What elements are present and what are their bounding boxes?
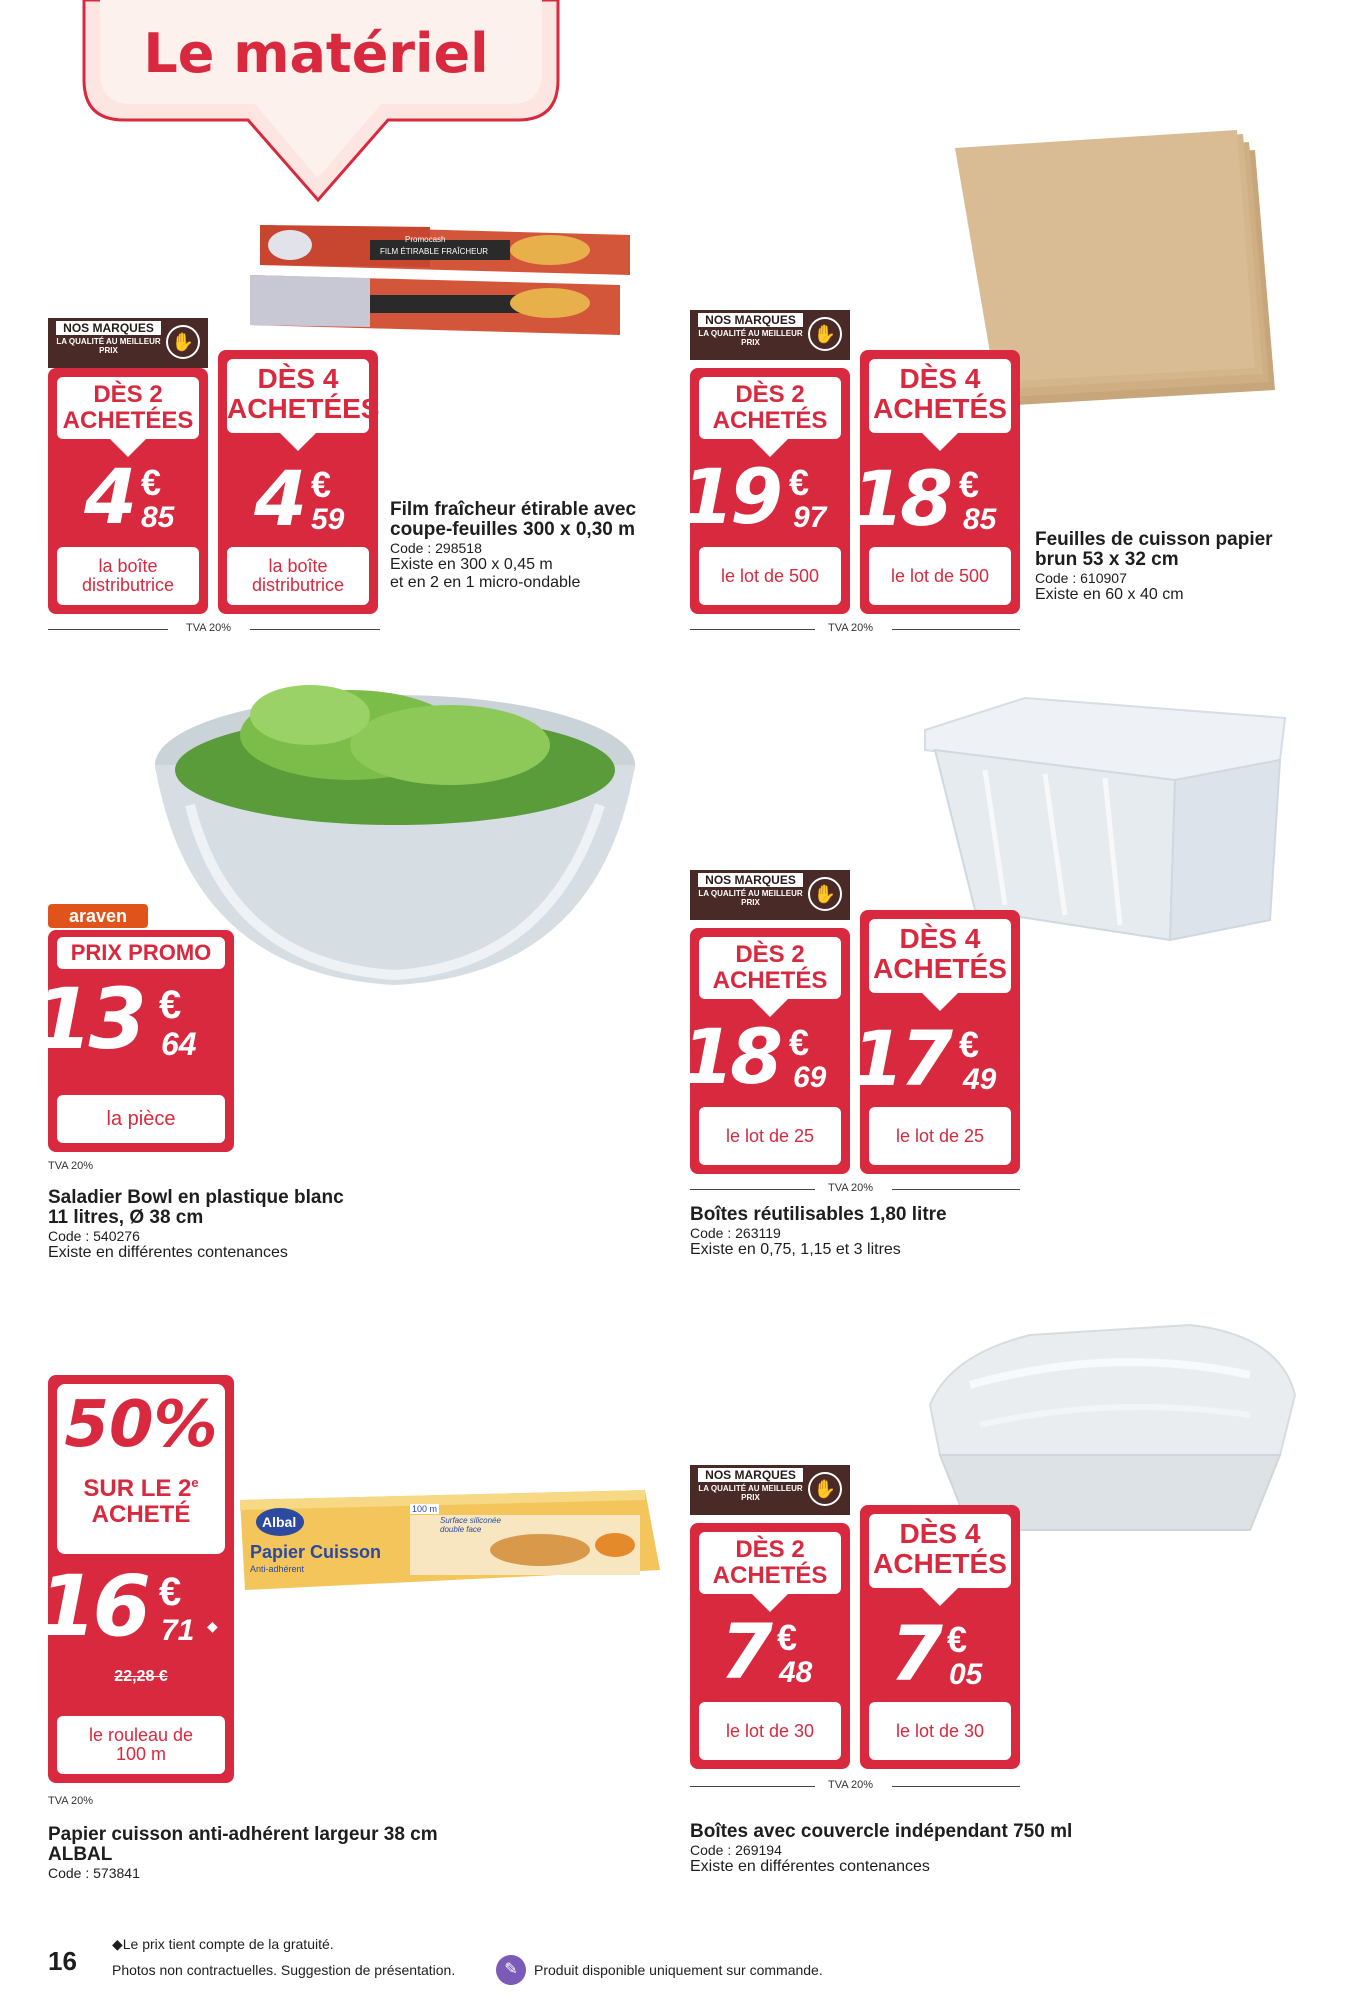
- price-box-header: [869, 359, 1011, 433]
- price: [681, 1012, 847, 1103]
- price: [863, 1609, 1017, 1700]
- price-box-boites-4: [851, 910, 1020, 1174]
- product-name: Feuilles de cuisson papier brun 53 x 32 cm: [1035, 529, 1273, 570]
- quantity-label: ACHETÉS: [712, 1562, 828, 1589]
- price-decimal: 71: [161, 1614, 195, 1647]
- product-variant: Existe en différentes contenances: [48, 1244, 288, 1261]
- unit-label: le lot de 25: [699, 1107, 841, 1165]
- divider: [892, 629, 1020, 630]
- footer-note-gratuite: ◆Le prix tient compte de la gratuité.: [112, 1936, 334, 1952]
- price-box-papier: [38, 1375, 234, 1783]
- product-code: Code : 573841: [48, 1865, 140, 1881]
- price-decimal: 85: [963, 503, 997, 536]
- page-title: Le matériel: [143, 22, 489, 85]
- tva-label: TVA 20%: [48, 1160, 94, 1172]
- unit-label: la pièce: [57, 1095, 225, 1143]
- price: [851, 454, 1017, 545]
- price-integer: 13: [34, 970, 143, 1068]
- product-code: Code : 263119: [690, 1225, 781, 1241]
- hand-icon: ✋: [166, 325, 200, 359]
- albal-brand: Albal: [262, 1514, 297, 1530]
- promo-label: PRIX PROMO: [57, 937, 225, 969]
- product-variant: Existe en 0,75, 1,15 et 3 litres: [690, 1241, 901, 1258]
- price-integer: 4: [254, 454, 303, 543]
- quantity-condition: DÈS 4: [899, 363, 981, 394]
- quantity-condition: DÈS 2: [93, 381, 163, 408]
- price-decimal: 64: [161, 1026, 197, 1062]
- product-name: Papier cuisson anti-adhérent largeur 38 cm: [48, 1824, 438, 1845]
- unit-label: le lot de 30: [699, 1702, 841, 1760]
- hand-icon: ✋: [808, 317, 842, 351]
- discount-superscript: e: [191, 1475, 199, 1490]
- araven-logo: [48, 904, 148, 928]
- divider: [690, 1786, 815, 1787]
- quantity-label: ACHETÉS: [712, 407, 828, 434]
- brand-tag-feuilles: [690, 310, 850, 360]
- product-brand: ALBAL: [48, 1844, 113, 1865]
- product-variant: Existe en 300 x 0,45 m: [390, 556, 553, 573]
- discount-label: [61, 1470, 221, 1528]
- price-integer: 18: [681, 1012, 779, 1101]
- couvercle-description: [690, 1822, 1170, 1876]
- currency: €: [159, 1570, 182, 1614]
- discount-percent: 50%: [64, 1388, 218, 1462]
- brand-tag-sub: LA QUALITÉ AU MEILLEUR PRIX: [698, 889, 803, 907]
- footer-note-commande: Produit disponible uniquement sur commande.: [534, 1962, 823, 1978]
- product-code: Code : 298518: [390, 540, 482, 556]
- currency: €: [959, 1024, 980, 1065]
- product-name: Boîtes avec couvercle indépendant 750 ml: [690, 1821, 1073, 1842]
- quantity-condition: DÈS 2: [735, 381, 805, 408]
- price-integer: 16: [38, 1557, 147, 1655]
- albal-size: 100 m: [412, 1504, 438, 1514]
- currency: €: [789, 1022, 810, 1063]
- quantity-condition: DÈS 4: [899, 923, 981, 954]
- page-number: 16: [48, 1946, 77, 1976]
- product-size: 11 litres, Ø 38 cm: [48, 1207, 204, 1228]
- price-decimal: 48: [779, 1656, 813, 1689]
- quantity-label: ACHETÉES: [62, 407, 194, 434]
- order-icon: ✎: [496, 1955, 526, 1985]
- feuilles-description: [1035, 530, 1275, 604]
- hand-icon: ✋: [808, 877, 842, 911]
- brand-tag-boites: [690, 870, 850, 920]
- quantity-label: ACHETÉES: [227, 393, 380, 424]
- quantity-condition: DÈS 4: [899, 1518, 981, 1549]
- currency: €: [947, 1619, 968, 1660]
- saladier-description: [48, 1188, 468, 1262]
- price: [51, 452, 205, 543]
- brand-tag-main: NOS MARQUES: [698, 873, 803, 887]
- divider: [690, 629, 815, 630]
- brand-name: araven: [68, 906, 128, 926]
- price-integer: 19: [681, 452, 779, 541]
- product-code: Code : 269194: [690, 1842, 782, 1858]
- price-box-feuilles-4: [851, 350, 1020, 614]
- brand-tag-sub: LA QUALITÉ AU MEILLEUR PRIX: [56, 337, 161, 355]
- price-decimal: 97: [793, 501, 827, 534]
- tva-label: TVA 20%: [186, 622, 232, 634]
- product-variant: et en 2 en 1 micro-ondable: [390, 574, 581, 591]
- product-variant: Existe en différentes contenances: [690, 1858, 930, 1875]
- quantity-condition: DÈS 4: [257, 363, 339, 394]
- price: [221, 454, 375, 545]
- price-box-feuilles-2: [681, 368, 850, 614]
- albal-box-image: [240, 1490, 660, 1590]
- price-decimal: 69: [793, 1061, 827, 1094]
- tva-label: TVA 20%: [48, 1795, 94, 1807]
- film-package-brand: Promocash: [405, 235, 446, 244]
- price-integer: 4: [84, 452, 133, 541]
- quantity-condition: DÈS 2: [735, 1536, 805, 1563]
- unit-label: la boîte distributrice: [227, 547, 369, 605]
- price-box-header: [699, 937, 841, 999]
- price-decimal: 49: [963, 1063, 997, 1096]
- quantity-condition: DÈS 2: [735, 941, 805, 968]
- price-box-header: [869, 919, 1011, 993]
- tva-label: TVA 20%: [828, 622, 874, 634]
- price-box-header: [57, 377, 199, 439]
- price: [38, 1557, 231, 1655]
- product-name: Boîtes réutilisables 1,80 litre: [690, 1204, 947, 1225]
- brand-tag-film: [48, 318, 208, 368]
- brand-tag-sub: LA QUALITÉ AU MEILLEUR PRIX: [698, 1484, 803, 1502]
- boites-description: [690, 1205, 1110, 1259]
- quantity-label: ACHETÉS: [873, 393, 1007, 424]
- price-integer: 7: [890, 1609, 939, 1698]
- brand-tag-main: NOS MARQUES: [698, 313, 803, 327]
- currency: €: [311, 464, 332, 505]
- currency: €: [159, 983, 182, 1027]
- lidded-box-image: [910, 1315, 1300, 1535]
- albal-sub: Anti-adhérent: [250, 1564, 305, 1574]
- price-box-film-2: [48, 368, 208, 614]
- divider: [48, 629, 168, 630]
- price: [681, 452, 847, 543]
- price-decimal: 59: [311, 503, 345, 536]
- price-box-header: [227, 359, 380, 433]
- quantity-label: ACHETÉS: [873, 1548, 1007, 1579]
- currency: €: [959, 464, 980, 505]
- product-name: Film fraîcheur étirable avec coupe-feuilles 300 x 0,30 m: [390, 499, 637, 540]
- gift-mark: ◆: [207, 1618, 218, 1634]
- discount-line1: SUR LE 2: [83, 1475, 192, 1502]
- divider: [892, 1189, 1020, 1190]
- price-decimal: 05: [949, 1658, 983, 1691]
- unit-label: la boîte distributrice: [57, 547, 199, 605]
- brand-tag-couvercle: [690, 1465, 850, 1515]
- price-box-film-4: [218, 350, 378, 614]
- film-package-text: FILM ÉTIRABLE FRAÎCHEUR: [380, 247, 489, 256]
- unit-label: le lot de 30: [869, 1702, 1011, 1760]
- tva-label: TVA 20%: [828, 1779, 874, 1791]
- unit-label: le lot de 500: [699, 547, 841, 605]
- unit-label: le rouleau de 100 m: [57, 1716, 225, 1774]
- papier-description: [48, 1825, 508, 1881]
- currency: €: [777, 1617, 798, 1658]
- film-box-image: [230, 215, 650, 345]
- discount-line2: ACHETÉ: [91, 1501, 191, 1528]
- price-integer: 7: [720, 1607, 769, 1696]
- product-code: Code : 540276: [48, 1228, 140, 1244]
- price: [34, 970, 231, 1068]
- brand-tag-main: NOS MARQUES: [698, 1468, 803, 1482]
- unit-label: le lot de 25: [869, 1107, 1011, 1165]
- price-integer: 17: [851, 1014, 949, 1103]
- albal-feature: Surface siliconée double face: [440, 1516, 501, 1534]
- quantity-label: ACHETÉS: [873, 953, 1007, 984]
- film-description: [390, 500, 650, 592]
- price-decimal: 85: [141, 501, 175, 534]
- brand-tag-sub: LA QUALITÉ AU MEILLEUR PRIX: [698, 329, 803, 347]
- price-box-header: [699, 377, 841, 439]
- quantity-label: ACHETÉS: [712, 967, 828, 994]
- hand-icon: ✋: [808, 1472, 842, 1506]
- albal-product: Papier Cuisson: [250, 1542, 382, 1562]
- divider: [690, 1189, 815, 1190]
- tva-label: TVA 20%: [828, 1182, 874, 1194]
- price-box-couvercle-2: [690, 1523, 850, 1769]
- footer-note-photos: Photos non contractuelles. Suggestion de présentation.: [112, 1962, 456, 1978]
- divider: [250, 629, 380, 630]
- price-box-header: [869, 1514, 1011, 1588]
- old-price: 22,28 €: [114, 1668, 168, 1685]
- product-name: Saladier Bowl en plastique blanc: [48, 1187, 344, 1208]
- unit-label: le lot de 500: [869, 547, 1011, 605]
- currency: €: [789, 462, 810, 503]
- price-box-header: [699, 1532, 841, 1594]
- price-box-boites-2: [681, 928, 850, 1174]
- price: [693, 1607, 847, 1698]
- product-variant: Existe en 60 x 40 cm: [1035, 586, 1184, 603]
- price-box-couvercle-4: [860, 1505, 1020, 1769]
- brand-tag-main: NOS MARQUES: [56, 321, 161, 335]
- price-box-saladier: [34, 930, 234, 1152]
- currency: €: [141, 462, 162, 503]
- price: [851, 1014, 1017, 1105]
- price-integer: 18: [851, 454, 949, 543]
- divider: [892, 1786, 1020, 1787]
- product-code: Code : 610907: [1035, 570, 1127, 586]
